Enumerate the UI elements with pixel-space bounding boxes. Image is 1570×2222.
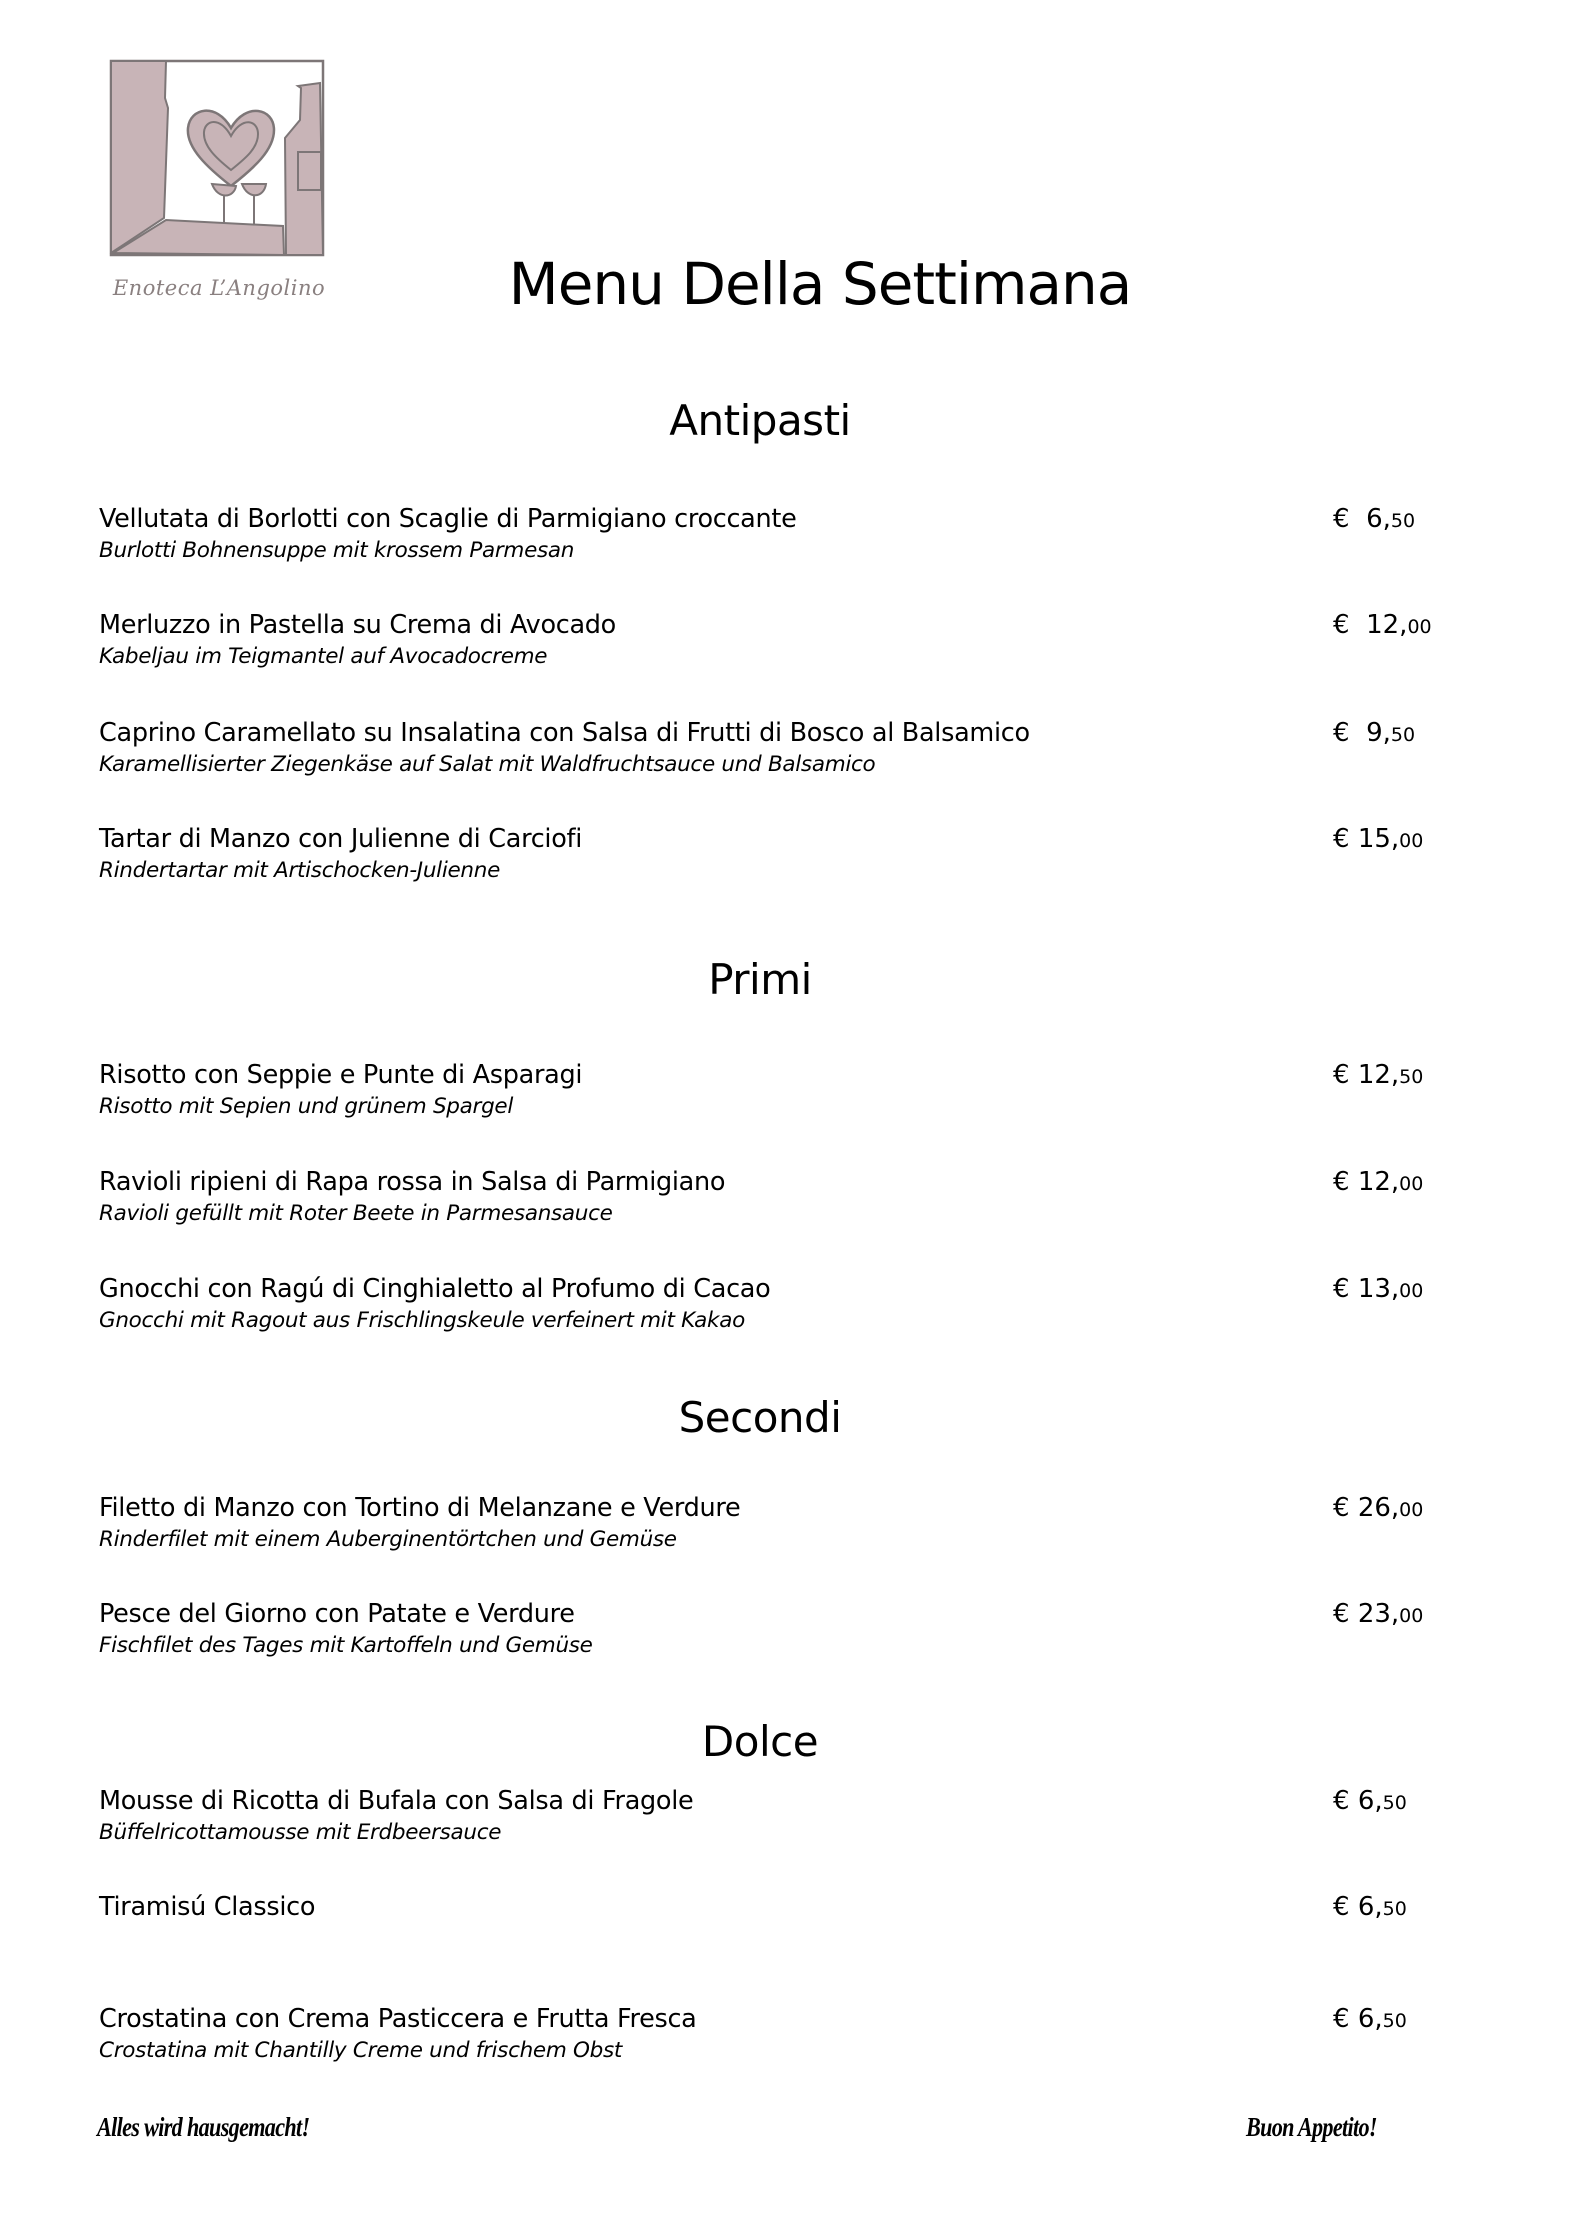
item-name: Tartar di Manzo con Julienne di Carciofi bbox=[99, 824, 582, 854]
footer-buon-appetito: Buon Appetito! bbox=[1246, 2112, 1377, 2142]
currency-symbol: € bbox=[1333, 2004, 1350, 2034]
item-description: Karamellisierter Ziegenkäse auf Salat mit Waldfruchtsauce und Balsamico bbox=[99, 752, 876, 777]
item-price: € 6,50 bbox=[1333, 1786, 1407, 1816]
menu-item bbox=[99, 718, 1399, 780]
item-description: Fischfilet des Tages mit Kartoffeln und Gemüse bbox=[99, 1633, 593, 1658]
menu-item bbox=[99, 1274, 1399, 1336]
item-description: Rindertartar mit Artischocken-Julienne bbox=[99, 858, 501, 883]
item-name: Merluzzo in Pastella su Crema di Avocado bbox=[99, 610, 616, 640]
item-name: Tiramisú Classico bbox=[99, 1892, 316, 1922]
logo-wordmark: Enoteca L’Angolino bbox=[112, 276, 326, 300]
menu-item bbox=[99, 1167, 1399, 1229]
item-description: Rinderfilet mit einem Auberginentörtchen und Gemüse bbox=[99, 1527, 677, 1552]
currency-symbol: € bbox=[1333, 610, 1350, 640]
item-description: Risotto mit Sepien und grünem Spargel bbox=[99, 1094, 514, 1119]
section-heading-antipasti: Antipasti bbox=[669, 396, 851, 445]
currency-symbol: € bbox=[1333, 1493, 1350, 1523]
currency-symbol: € bbox=[1333, 1599, 1350, 1629]
menu-item bbox=[99, 1786, 1399, 1848]
section-heading-dolce: Dolce bbox=[701, 1717, 819, 1766]
item-name: Gnocchi con Ragú di Cinghialetto al Profumo di Cacao bbox=[99, 1274, 771, 1304]
menu-item bbox=[99, 1060, 1399, 1122]
item-name: Risotto con Seppie e Punte di Asparagi bbox=[99, 1060, 583, 1090]
item-price: € 26,00 bbox=[1333, 1493, 1424, 1523]
item-description: Crostatina mit Chantilly Creme und frischem Obst bbox=[99, 2038, 623, 2063]
item-description: Büffelricottamousse mit Erdbeersauce bbox=[99, 1820, 502, 1845]
menu-item bbox=[99, 2004, 1399, 2066]
item-price: € 6,50 bbox=[1333, 504, 1416, 534]
section-heading-secondi: Secondi bbox=[678, 1393, 842, 1442]
page-title: Menu Della Settimana bbox=[508, 250, 1132, 318]
item-price: € 15,00 bbox=[1333, 824, 1424, 854]
menu-item bbox=[99, 824, 1399, 886]
item-description: Gnocchi mit Ragout aus Frischlingskeule verfeinert mit Kakao bbox=[99, 1308, 745, 1333]
menu-item bbox=[99, 1892, 1399, 1922]
item-name: Vellutata di Borlotti con Scaglie di Parmigiano croccante bbox=[99, 504, 797, 534]
item-price: € 9,50 bbox=[1333, 718, 1416, 748]
currency-symbol: € bbox=[1333, 1274, 1350, 1304]
item-price: € 13,00 bbox=[1333, 1274, 1424, 1304]
currency-symbol: € bbox=[1333, 718, 1350, 748]
item-price: € 6,50 bbox=[1333, 1892, 1407, 1922]
item-name: Filetto di Manzo con Tortino di Melanzane e Verdure bbox=[99, 1493, 741, 1523]
currency-symbol: € bbox=[1333, 1167, 1350, 1197]
item-description: Burlotti Bohnensuppe mit krossem Parmesan bbox=[99, 538, 575, 563]
item-description: Ravioli gefüllt mit Roter Beete in Parmesansauce bbox=[99, 1201, 613, 1226]
item-name: Mousse di Ricotta di Bufala con Salsa di Fragole bbox=[99, 1786, 694, 1816]
menu-item bbox=[99, 1493, 1399, 1555]
item-price: € 23,00 bbox=[1333, 1599, 1424, 1629]
currency-symbol: € bbox=[1333, 1060, 1350, 1090]
currency-symbol: € bbox=[1333, 824, 1350, 854]
footer-homemade-note: Alles wird hausgemacht! bbox=[97, 2112, 310, 2142]
restaurant-logo bbox=[108, 58, 328, 308]
item-name: Crostatina con Crema Pasticcera e Frutta Fresca bbox=[99, 2004, 697, 2034]
item-name: Pesce del Giorno con Patate e Verdure bbox=[99, 1599, 575, 1629]
item-name: Caprino Caramellato su Insalatina con Salsa di Frutti di Bosco al Balsamico bbox=[99, 718, 1030, 748]
item-price: € 12,00 bbox=[1333, 610, 1432, 640]
item-price: € 12,50 bbox=[1333, 1060, 1424, 1090]
menu-item bbox=[99, 1599, 1399, 1661]
currency-symbol: € bbox=[1333, 1892, 1350, 1922]
item-price: € 6,50 bbox=[1333, 2004, 1407, 2034]
item-name: Ravioli ripieni di Rapa rossa in Salsa di Parmigiano bbox=[99, 1167, 726, 1197]
currency-symbol: € bbox=[1333, 504, 1350, 534]
item-description: Kabeljau im Teigmantel auf Avocadocreme bbox=[99, 644, 548, 669]
menu-item bbox=[99, 504, 1399, 566]
item-price: € 12,00 bbox=[1333, 1167, 1424, 1197]
section-heading-primi: Primi bbox=[708, 955, 812, 1004]
logo-heart-wine-icon bbox=[108, 58, 328, 268]
menu-item bbox=[99, 610, 1399, 672]
currency-symbol: € bbox=[1333, 1786, 1350, 1816]
